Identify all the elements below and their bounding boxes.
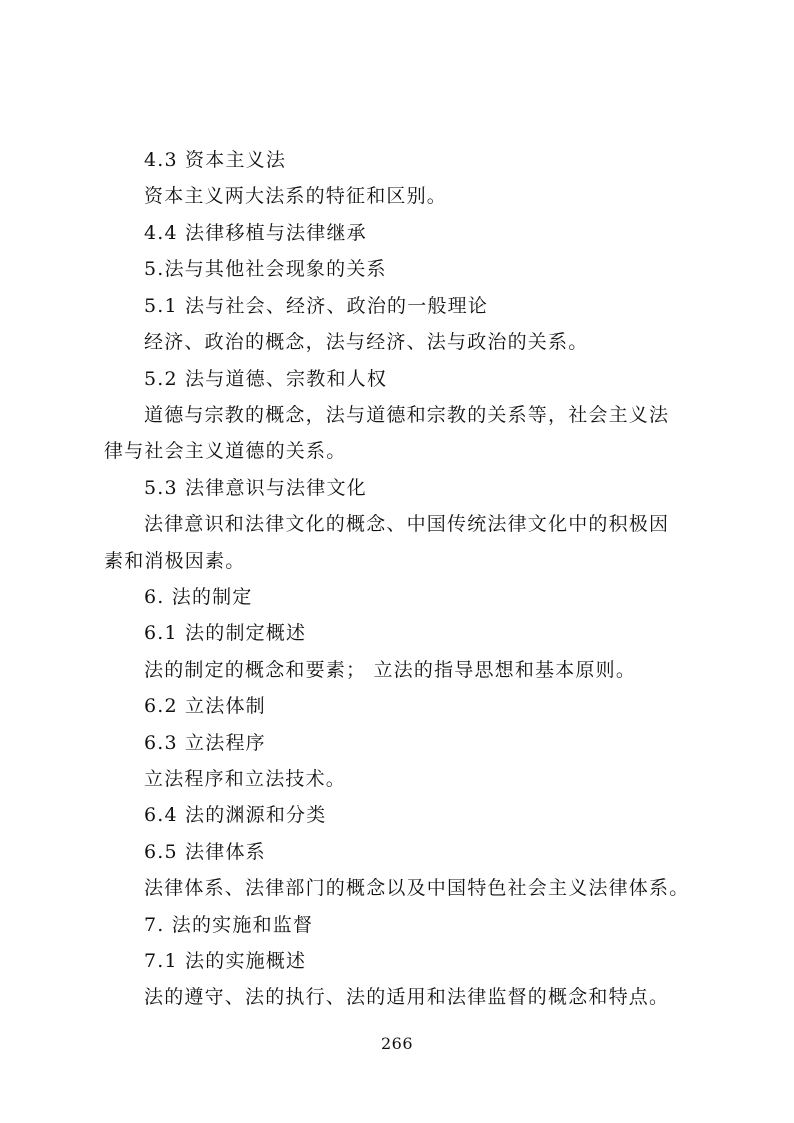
heading-6-2: 6.2 立法体制 [144,695,266,717]
heading-6-4: 6.4 法的渊源和分类 [144,804,327,826]
text-line: 法律体系、法律部门的概念以及中国特色社会主义法律体系。 [144,877,690,899]
heading-6-3: 6.3 立法程序 [144,732,266,754]
heading-5-2: 5.2 法与道德、宗教和人权 [144,368,388,390]
text-line: 道德与宗教的概念，法与道德和宗教的关系等，社会主义法 [144,404,670,426]
text-line: 法的制定的概念和要素； 立法的指导思想和基本原则。 [144,659,637,681]
text-line-continuation: 素和消极因素。 [104,550,246,572]
heading-7: 7. 法的实施和监督 [144,914,314,936]
page-number: 266 [380,1034,414,1053]
heading-6: 6. 法的制定 [144,586,253,608]
heading-6-5: 6.5 法律体系 [144,841,266,863]
heading-6-1: 6.1 法的制定概述 [144,622,307,644]
text-line-continuation: 律与社会主义道德的关系。 [104,440,347,462]
heading-4-4: 4.4 法律移植与法律继承 [144,222,367,244]
text-line: 法律意识和法律文化的概念、中国传统法律文化中的积极因 [144,513,670,535]
heading-5-1: 5.1 法与社会、经济、政治的一般理论 [144,295,489,317]
text-line: 资本主义两大法系的特征和区别。 [144,185,448,207]
heading-4-3: 4.3 资本主义法 [144,149,287,171]
text-line: 法的遵守、法的执行、法的适用和法律监督的概念和特点。 [144,986,670,1008]
heading-5-3: 5.3 法律意识与法律文化 [144,477,367,499]
text-line: 立法程序和立法技术。 [144,768,347,790]
text-line: 经济、政治的概念，法与经济、法与政治的关系。 [144,331,589,353]
heading-5: 5.法与其他社会现象的关系 [144,258,387,280]
heading-7-1: 7.1 法的实施概述 [144,950,307,972]
